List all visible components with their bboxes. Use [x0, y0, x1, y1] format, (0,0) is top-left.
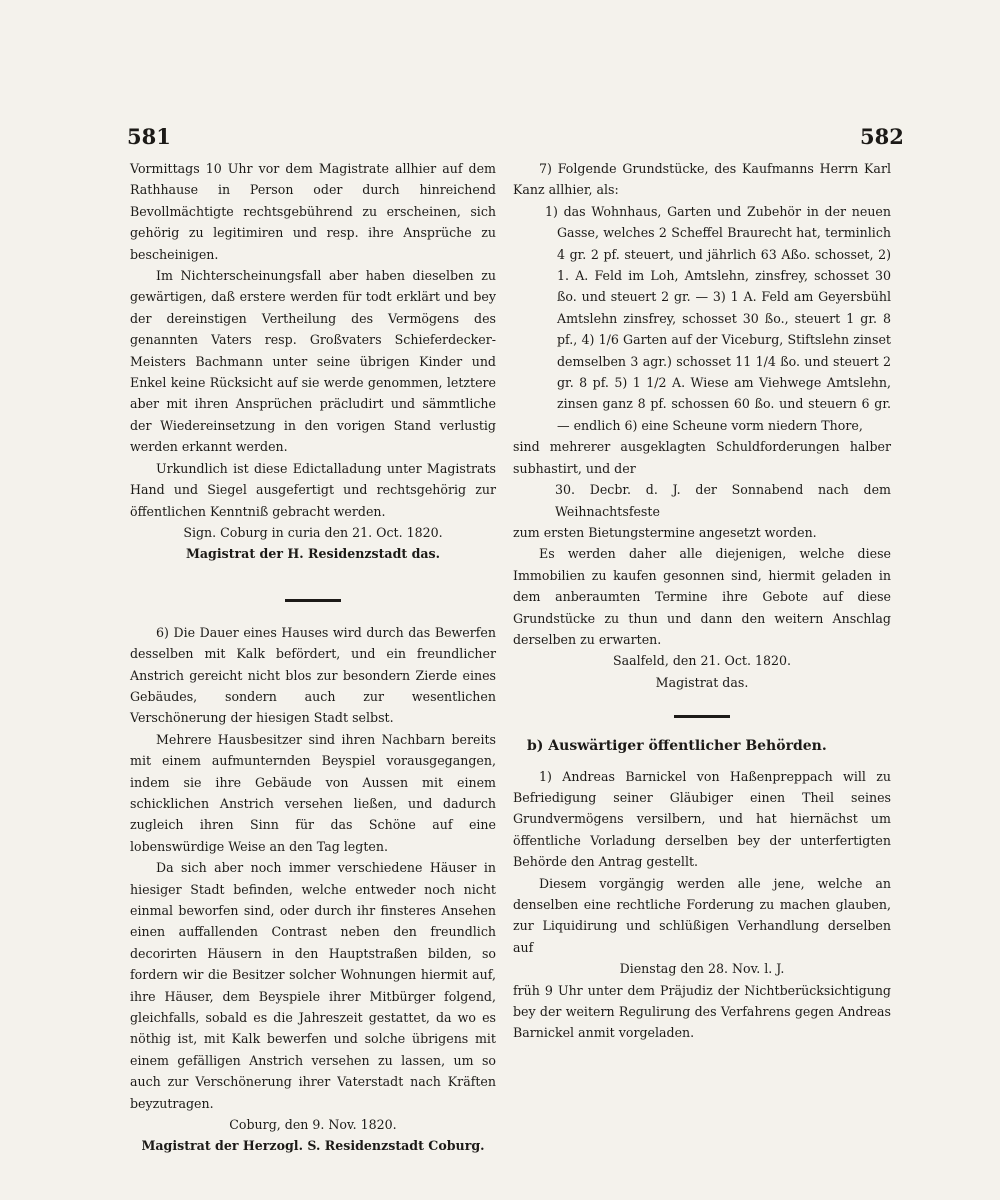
signature-authority: Magistrat der Herzogl. S. Residenzstadt Coburg. [141, 1138, 485, 1154]
hearing-date: Dienstag den 28. Nov. l. J. [619, 961, 785, 977]
signature-authority: Magistrat das. [655, 674, 749, 690]
section-divider [285, 599, 341, 602]
paragraph: Im Nichterscheinungsfall aber haben dieselben zu gewärtigen, daß erstere werden für todt erklärt und bey der dereinstigen Vertheilung des Vermögens des genannten Vaters resp. Großvaters Schieferdecker-Meisters Bachmann unter seine übrigen Kinder und Enkel keine Rücksicht auf sie werde genommen, letztere aber mit ihren Ansprüchen präcludirt und sämmtliche der Wiedereinsetzung in den vorigen Stand verlustig werden erkannt werden. [130, 268, 496, 455]
section-heading: b) Auswärtiger öffentlicher Behörden. [527, 738, 827, 755]
section-divider [674, 715, 730, 718]
signature-date: Sign. Coburg in curia den 21. Oct. 1820. [183, 524, 443, 540]
signature-authority: Magistrat der H. Residenzstadt das. [185, 546, 441, 562]
page-number-left: 581 [127, 124, 171, 149]
paragraph: sind mehrerer ausgeklagten Schuldforderungen halber subhastirt, und der [513, 439, 891, 476]
page-number-right: 582 [860, 124, 904, 149]
paragraph: Da sich aber noch immer verschiedene Häuser in hiesiger Stadt befinden, welche entweder noch nicht einmal beworfen sind, oder durch ihr finsteres Ansehen einen auffallenden Contrast neben den freundlich decorirten Häusern in den Hauptstraßen bilden, so fordern wir die Besitzer solcher Wohnungen hiermit auf, ihre Häuser, dem Beyspiele ihrer Mitbürger folgend, gleichfalls, sobald es die Jahreszeit gestattet, da wo es nöthig ist, mit Kalk bewerfen und solche übrigens mit einem gefälligen Anstrich versehen zu lassen, um so auch zur Verschönerung ihrer Vaterstadt nach Kräften beyzutragen. [130, 860, 496, 1111]
property-list: 1) das Wohnhaus, Garten und Zubehör in der neuen Gasse, welches 2 Scheffel Braurecht hat, terminlich 4 gr. 2 pf. steuert, und jährlich 63 Aßo. schosset, 2) 1. A. Feld im Loh, Amtslehn, zinsfrey, schosset 30 ßo. und steuert 2 gr. — 3) 1 A. Feld am Geyersbühl Amtslehn zinsfrey, schosset 30 ßo., steuert 1 gr. 8 pf., 4) 1/6 Garten auf der Viceburg, Stiftslehn zinset demselben 3 agr.) schosset 11 1/4 ßo. und steuert 2 gr. 8 pf. 5) 1 1/2 A. Wiese am Viehwege Amtslehn, zinsen ganz 8 pf. schossen 60 ßo. und steuern 6 gr. — endlich 6) eine Scheune vorm niedern Thore, [545, 203, 891, 433]
paragraph: früh 9 Uhr unter dem Präjudiz der Nichtberücksichtigung bey der weitern Regulirung des Verfahrens gegen Andreas Barnickel anmit vorgeladen. [513, 982, 891, 1041]
paragraph: Diesem vorgängig werden alle jene, welche an denselben eine rechtliche Forderung zu machen glauben, zur Liquidirung und schlüßigen Verhandlung derselben auf [513, 875, 891, 955]
paragraph: 7) Folgende Grundstücke, des Kaufmanns Herrn Karl Kanz allhier, als: [513, 161, 891, 198]
left-column [130, 158, 496, 1157]
paragraph: 6) Die Dauer eines Hauses wird durch das Bewerfen desselben mit Kalk befördert, und ein freundlicher Anstrich gereicht nicht blos zur besondern Zierde eines Gebäudes, sondern auch zur wesentlichen Verschönerung der hiesigen Stadt selbst. [130, 624, 496, 726]
auction-date: 30. Decbr. d. J. der Sonnabend nach dem Weihnachtsfeste [555, 482, 891, 519]
paragraph: Vormittags 10 Uhr vor dem Magistrate allhier auf dem Rathhause in Person oder durch hinreichend Bevollmächtigte rechtsgebührend zu erscheinen, sich gehörig zu legitimiren und resp. ihre Ansprüche zu bescheinigen. [130, 161, 496, 262]
paragraph: zum ersten Bietungstermine angesetzt worden. [513, 524, 817, 540]
signature-date: Saalfeld, den 21. Oct. 1820. [612, 653, 792, 669]
paragraph: Urkundlich ist diese Edictalladung unter Magistrats Hand und Siegel ausgefertigt und rechtsgehörig zur öffentlichen Kenntniß gebracht werden. [130, 460, 496, 519]
right-column [513, 158, 891, 1044]
paragraph: Es werden daher alle diejenigen, welche diese Immobilien zu kaufen gesonnen sind, hiermit geladen in dem anberaumten Termine ihre Gebote auf diese Grundstücke zu thun und dann den weitern Anschlag derselben zu erwarten. [513, 546, 891, 647]
paragraph: 1) Andreas Barnickel von Haßenpreppach will zu Befriedigung seiner Gläubiger einen Theil seines Grundvermögens versilbern, und hat hiernächst um öffentliche Vorladung derselben bey der unterfertigten Behörde den Antrag gestellt. [513, 768, 891, 870]
paragraph: Mehrere Hausbesitzer sind ihren Nachbarn bereits mit einem aufmunternden Beyspiel vorausgegangen, indem sie ihre Gebäude von Aussen mit einem schicklichen Anstrich versehen ließen, und dadurch zugleich ihren Sinn für das Schöne auf eine lobenswürdige Weise an den Tag legten. [130, 731, 496, 854]
signature-date: Coburg, den 9. Nov. 1820. [229, 1117, 397, 1133]
